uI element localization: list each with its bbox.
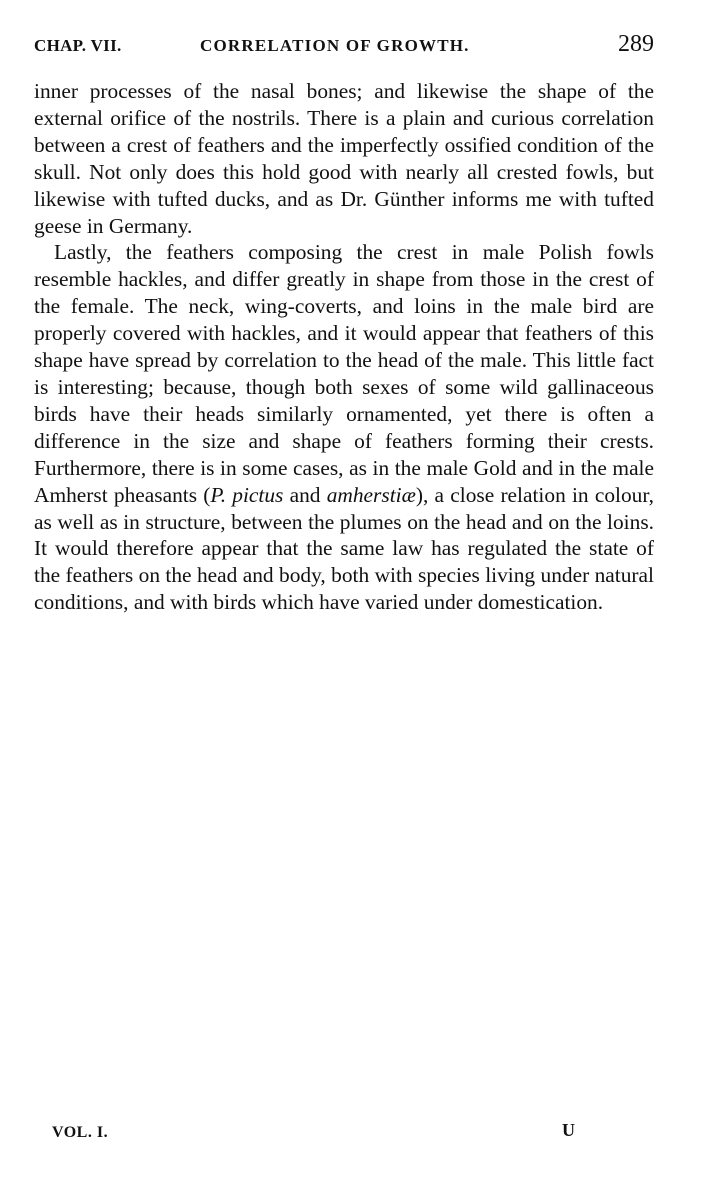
text-run: Lastly, the feathers composing the crest in male Polish fowls resemble hackles, and differ greatly in shape from those in the crest of the female. The neck, wing-coverts, and loins in the male bird are properly covered with hackles, and it would appear that feathers of this shape have spread by correlation to the head of the male. This little fact is interesting; because, though both sexes of some wild gallinaceous birds have their heads similarly ornamented, yet there is often a difference in the size and shape of feathers forming their crests. Furthermore, there is in some cases, as in the male Gold and in the male Amherst pheasants ( (34, 240, 654, 507)
gathering-mark: U (562, 1120, 575, 1140)
running-head (34, 30, 656, 60)
italic-run: amherstiæ (326, 482, 416, 507)
text-run: ), a close relation in colour, as well as in structure, between the plumes on the head and on the loins. It would therefore appear that the same law has regulated the state of the feathers on the head and body, both with species living under natural conditions, and with birds which have varied under domestication. (34, 482, 654, 615)
body-text (34, 78, 654, 616)
paragraph (34, 239, 654, 616)
chapter-label: CHAP. VII. (34, 36, 122, 55)
italic-run: P. pictus (210, 482, 284, 507)
paragraph (34, 78, 654, 239)
text-run: inner processes of the nasal bones; and likewise the shape of the external orifice of the nostrils. There is a plain and curious correlation between a crest of feathers and the imperfectly ossified condition of the skull. Not only does this hold good with nearly all crested fowls, but likewise with tufted ducks, and as Dr. Günther informs me with tufted geese in Germany. (34, 79, 654, 238)
signature-mark: VOL. I. (52, 1124, 109, 1141)
page-number: 289 (618, 31, 654, 57)
text-run: and (283, 482, 327, 507)
chapter-title: CORRELATION OF GROWTH. (200, 36, 470, 55)
